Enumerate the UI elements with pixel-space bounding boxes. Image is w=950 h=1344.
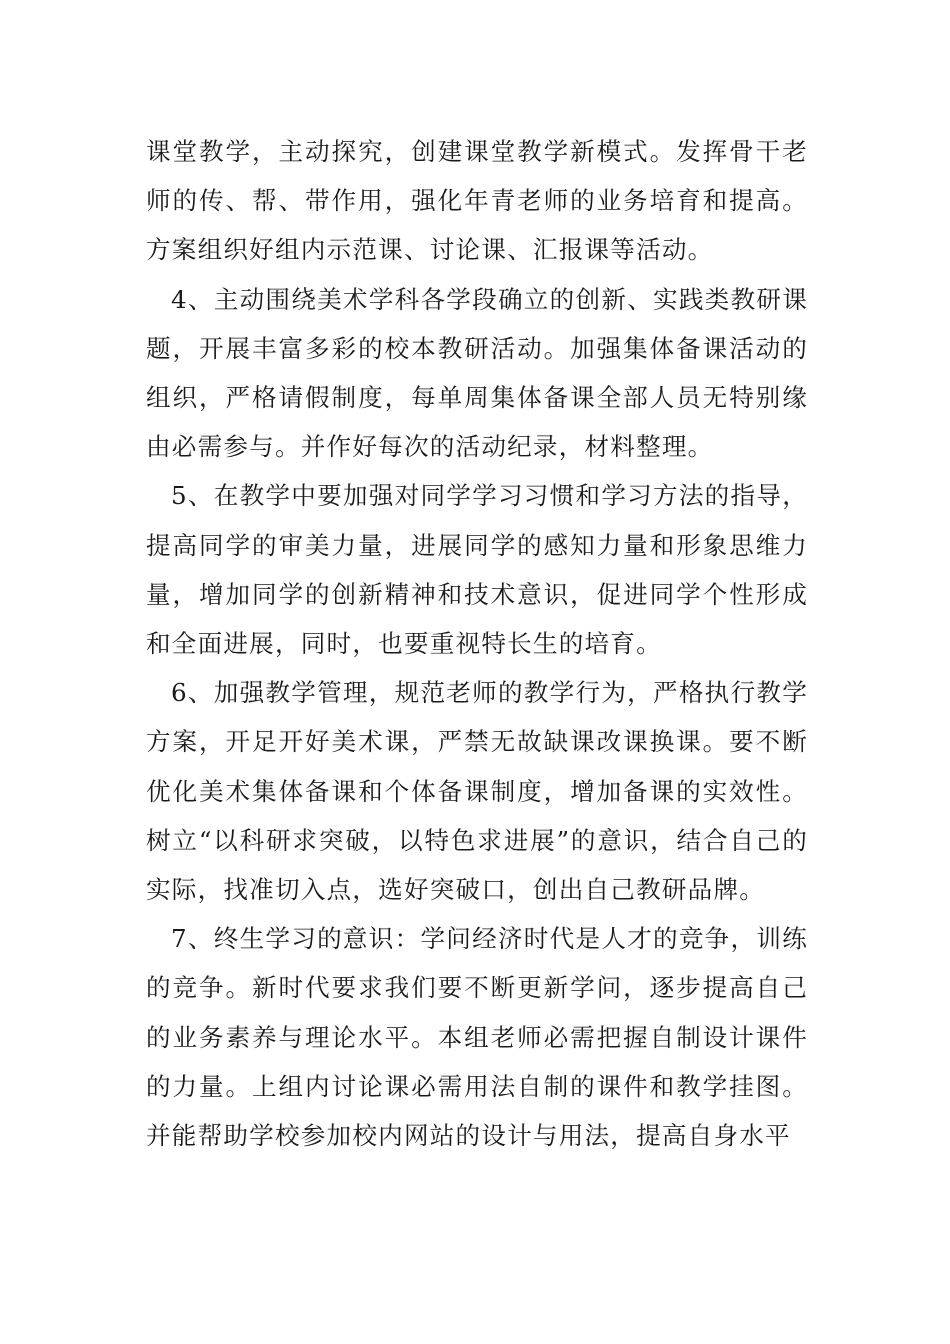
- paragraph-continuation: 课堂教学，主动探究，创建课堂教学新模式。发挥骨干老师的传、帮、带作用，强化年青老师的业务培育和提高。方案组织好组内示范课、讨论课、汇报课等活动。: [146, 137, 808, 265]
- paragraph-item-7: 7、终生学习的意识：学问经济时代是人才的竞争，训练的竞争。新时代要求我们要不断更新学问，逐步提高自己的业务素养与理论水平。本组老师必需把握自制设计课件的力量。上组内讨论课必需用法自制的课件和教学挂图。并能帮助学校参加校内网站的设计与用法，提高自身水平: [146, 924, 808, 1151]
- paragraph-item-5: 5、在教学中要加强对同学学习习惯和学习方法的指导，提高同学的审美力量，进展同学的感知力量和形象思维力量，增加同学的创新精神和技术意识，促进同学个性形成和全面进展，同时，也要重视特长生的培育。: [146, 481, 808, 659]
- document-body: [146, 127, 808, 1160]
- paragraph-item-4: 4、主动围绕美术学科各学段确立的创新、实践类教研课题，开展丰富多彩的校本教研活动。加强集体备课活动的组织，严格请假制度，每单周集体备课全部人员无特别缘由必需参与。并作好每次的活动纪录，材料整理。: [146, 284, 808, 462]
- paragraph-item-6: 6、加强教学管理，规范老师的教学行为，严格执行教学方案，开足开好美术课，严禁无故缺课改课换课。要不断优化美术集体备课和个体备课制度，增加备课的实效性。树立“以科研求突破，以特色求进展”的意识，结合自己的实际，找准切入点，选好突破口，创出自己教研品牌。: [146, 678, 808, 905]
